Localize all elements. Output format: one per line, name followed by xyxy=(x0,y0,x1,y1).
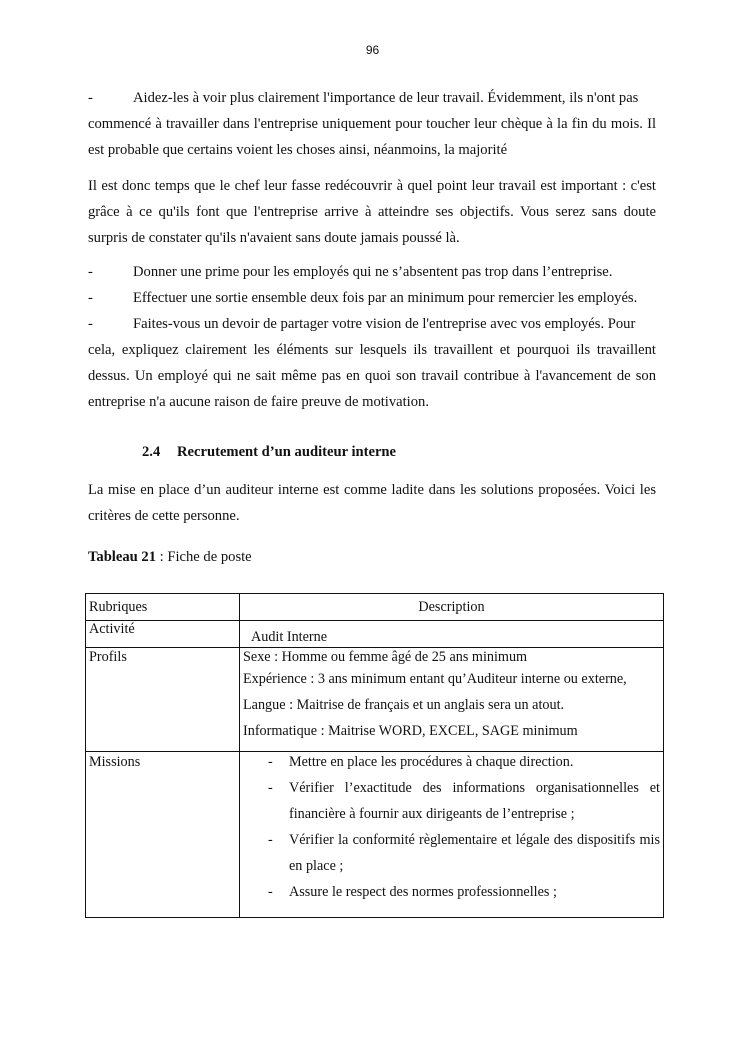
table-row-profils xyxy=(86,648,664,752)
paragraph-1-continuation: commencé à travailler dans l'entreprise uniquement pour toucher leur chèque à la fin du mois. Il est probable que certains voient les choses ainsi, néanmoins, la majorité xyxy=(88,116,656,158)
mission-dash: - xyxy=(268,754,273,770)
bullet-dash: - xyxy=(88,264,93,280)
profil-line-experience: Expérience : 3 ans minimum entant qu’Auditeur interne ou externe, xyxy=(243,671,627,687)
table-row-missions xyxy=(86,752,664,918)
profil-line-langue: Langue : Maitrise de français et un anglais sera un atout. xyxy=(243,697,565,713)
mission-item xyxy=(243,775,660,827)
mission-text: Vérifier l’exactitude des informations organisationnelles et financière à fournir aux dirigeants de l’entreprise ; xyxy=(289,780,660,822)
mission-dash: - xyxy=(268,884,273,900)
missions-description xyxy=(240,752,664,918)
paragraph-2: Il est donc temps que le chef leur fasse redécouvrir à quel point leur travail est important : c'est grâce à ce qu'ils font que l'entreprise arrive à atteindre ses objectifs. Vous serez sans doute surpris de constater qu'ils n'avaient sans doute jamais poussé là. xyxy=(88,178,656,246)
bullet-dash: - xyxy=(88,316,93,332)
bullet-text: Donner une prime pour les employés qui ne s’absentent pas trop dans l’entreprise. xyxy=(133,264,613,280)
job-description-table xyxy=(85,593,664,918)
header-rubriques: Rubriques xyxy=(86,594,240,621)
table-caption xyxy=(88,549,252,566)
paragraph-1-line-text: Aidez-les à voir plus clairement l'importance de leur travail. Évidemment, ils n'ont pas xyxy=(133,90,639,106)
mission-item xyxy=(243,752,660,772)
mission-text: Vérifier la conformité règlementaire et légale des dispositifs mis en place ; xyxy=(289,832,660,874)
bullet-dash: - xyxy=(88,90,93,106)
table-caption-text: : Fiche de poste xyxy=(156,549,252,565)
mission-text: Mettre en place les procédures à chaque direction. xyxy=(289,754,574,770)
mission-item xyxy=(243,879,660,905)
rubrique-activite: Activité xyxy=(86,621,240,648)
section-heading xyxy=(142,444,396,461)
bullet-item xyxy=(88,285,656,311)
mission-dash: - xyxy=(268,832,273,848)
table-row-activite xyxy=(86,621,664,648)
missions-list xyxy=(243,752,660,905)
section-title: Recrutement d’un auditeur interne xyxy=(177,444,397,460)
table-caption-label: Tableau 21 xyxy=(88,549,156,565)
bullet-item xyxy=(88,259,656,285)
rubrique-profils: Profils xyxy=(86,648,240,752)
activite-value: Audit Interne xyxy=(240,621,664,648)
paragraph-1-first-line xyxy=(88,85,656,111)
bullet-text: Faites-vous un devoir de partager votre vision de l'entreprise avec vos employés. Pour xyxy=(133,316,636,332)
bullet-3-continuation: cela, expliquez clairement les éléments sur lesquels ils travaillent et pourquoi ils travaillent dessus. Un employé qui ne sait même pas en quoi son travail contribue à l'avancement de son entreprise n'a aucune raison de faire preuve de motivation. xyxy=(88,342,656,410)
bullet-item xyxy=(88,311,656,337)
rubrique-missions: Missions xyxy=(86,752,240,918)
header-description: Description xyxy=(240,594,664,621)
profil-line-sexe: Sexe : Homme ou femme âgé de 25 ans minimum xyxy=(243,649,528,665)
bullet-dash: - xyxy=(88,290,93,306)
table-header-row xyxy=(86,594,664,621)
intro-paragraph: La mise en place d’un auditeur interne est comme ladite dans les solutions proposées. Voici les critères de cette personne. xyxy=(88,482,656,524)
page-number: 96 xyxy=(365,43,380,57)
section-number: 2.4 xyxy=(142,444,161,460)
profil-line-informatique: Informatique : Maitrise WORD, EXCEL, SAGE minimum xyxy=(243,723,578,739)
profils-description xyxy=(240,648,664,752)
mission-item xyxy=(243,827,660,879)
mission-dash: - xyxy=(268,780,273,796)
mission-text: Assure le respect des normes professionnelles ; xyxy=(289,884,557,900)
bullet-text: Effectuer une sortie ensemble deux fois par an minimum pour remercier les employés. xyxy=(133,290,638,306)
